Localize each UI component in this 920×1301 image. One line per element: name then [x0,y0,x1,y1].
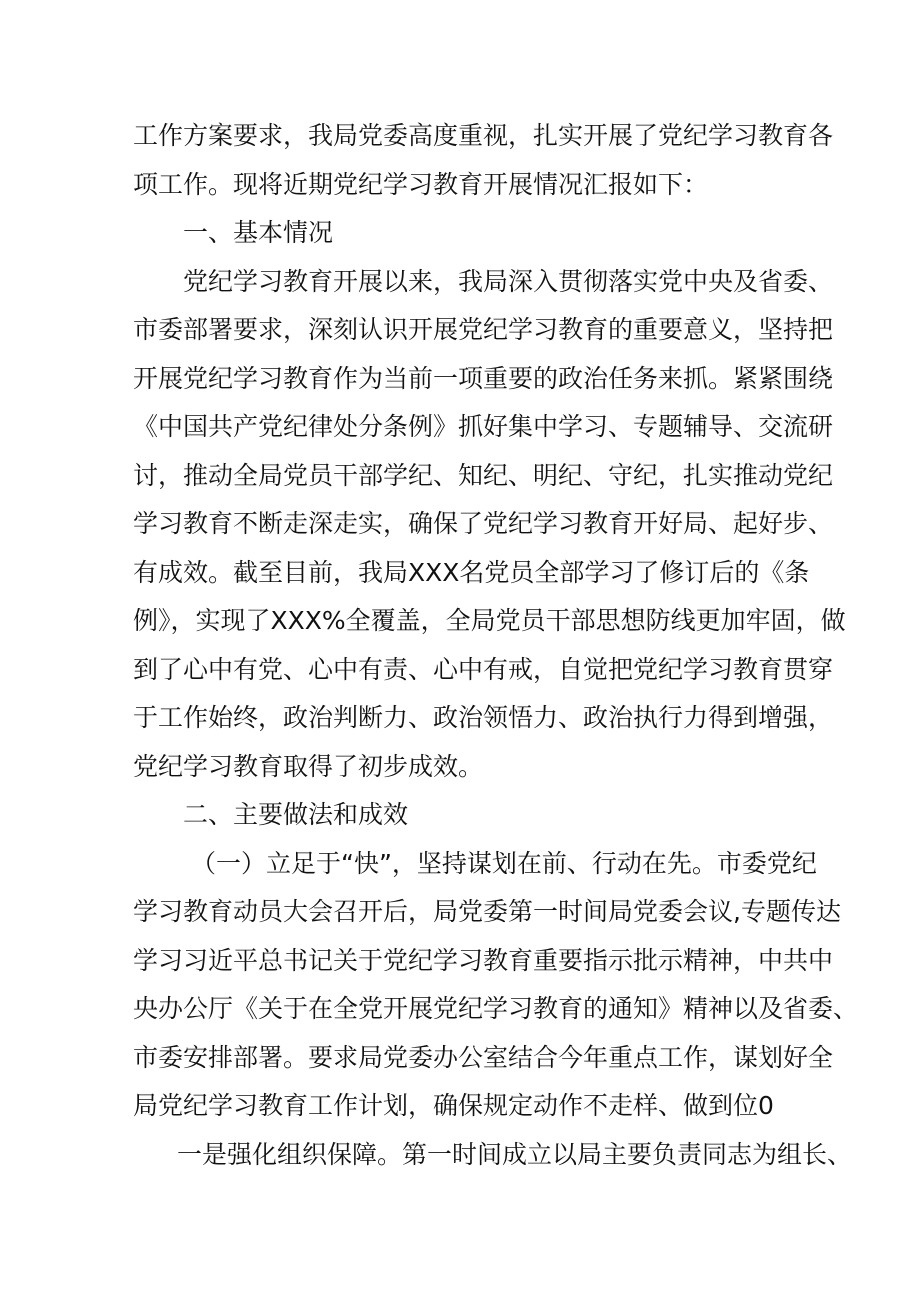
paragraph-line: 到了心中有党、心中有责、心中有戒，自觉把党纪学习教育贯穿 [133,654,834,684]
paragraph-line: 于工作始终，政治判断力、政治领悟力、政治执行力得到增强， [133,703,834,732]
paragraph-line: 一是强化组织保障。第一时间成立以局主要负责同志为组长、 [177,1139,853,1169]
section-heading-basic-situation: 一、基本情况 [183,218,334,247]
subsection-heading-fast: （一）立足于“快”，坚持谋划在前、行动在先。市委党纪 [191,848,817,878]
paragraph-line: 《中国共产党纪律处分条例》抓好集中学习、专题辅导、交流研 [133,412,834,441]
paragraph-line: 开展党纪学习教育作为当前一项重要的政治任务来抓。紧紧围绕 [133,363,834,393]
paragraph-line: 党纪学习教育取得了初步成效。 [133,751,484,781]
paragraph-line: 党纪学习教育开展以来，我局深入贯彻落实党中央及省委、 [183,266,834,296]
paragraph-line: 学习教育动员大会召开后，局党委第一时间局党委会议,专题传达 [133,897,841,926]
paragraph-line: 学习习近平总书记关于党纪学习教育重要指示批示精神，中共中 [133,945,834,975]
paragraph-line: 市委部署要求，深刻认识开展党纪学习教育的重要意义，坚持把 [133,315,834,344]
paragraph-line: 工作方案要求，我局党委高度重视，扎实开展了党纪学习教育各 [133,121,834,150]
document-body [133,112,859,1179]
paragraph-line: 有成效。截至目前，我局XXX名党员全部学习了修订后的《条 [133,557,810,587]
paragraph-line: 项工作。现将近期党纪学习教育开展情况汇报如下： [133,169,709,199]
paragraph-line: 学习教育不断走深走实，确保了党纪学习教育开好局、起好步、 [133,509,834,538]
paragraph-line: 局党纪学习教育工作计划，确保规定动作不走样、做到位0 [133,1091,774,1120]
paragraph-line: 市委安排部署。要求局党委办公室结合今年重点工作，谋划好全 [133,1042,834,1072]
section-heading-main-practices: 二、主要做法和成效 [183,800,409,829]
paragraph-line: 讨，推动全局党员干部学纪、知纪、明纪、守纪，扎实推动党纪 [133,460,834,490]
paragraph-line: 央办公厅《关于在全党开展党纪学习教育的通知》精神以及省委、 [133,994,859,1023]
paragraph-line: 例》，实现了XXX%全覆盖，全局党员干部思想防线更加牢固，做 [133,606,846,635]
